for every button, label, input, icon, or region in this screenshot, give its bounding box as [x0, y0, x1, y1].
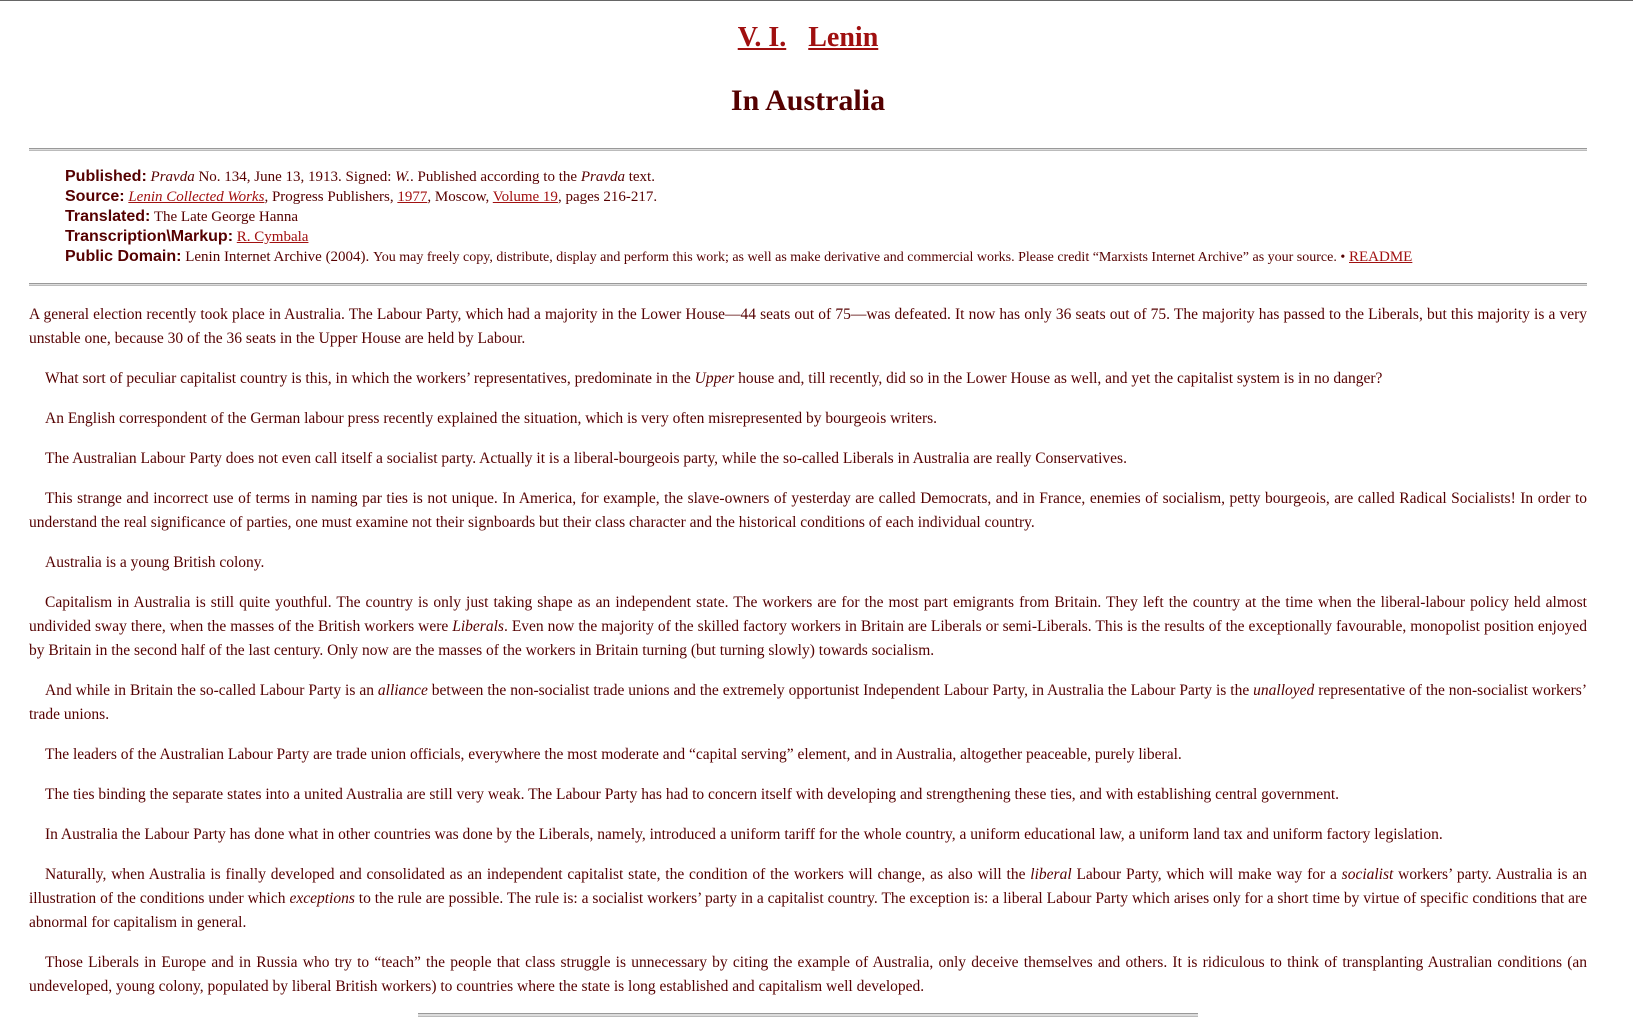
page-title: In Australia — [730, 84, 886, 117]
transcriber-link[interactable]: R. Cymbala — [236, 229, 309, 245]
public-domain-row — [65, 247, 1585, 268]
paragraph-6: Australia is a young British colony. — [45, 554, 265, 571]
paragraph-5: This strange and incorrect use of terms in naming par ties is not unique. In America, for example, the slave-owners of yesterday are called Democrats, and in France, enemies of socialism, petty bourgeois, are called Radical Socialists! In order to understand the real significance of parties, one must examine not their signboards but their class character and the historical conditions of each individual country. — [29, 490, 1587, 531]
paragraph-13: Those Liberals in Europe and in Russia who try to “teach” the people that class struggle is unnecessary by citing the example of Australia, only deceive themselves and others. It is ridiculous to think of transplanting Australian conditions (an undeveloped, young colony, populated by liberal British workers) to countries where the state is long established and capitalism well developed. — [29, 954, 1587, 995]
published-signed: W. — [395, 169, 410, 185]
paragraph-7: Capitalism in Australia is still quite youthful. The country is only just taking shape as an independent state. The workers are for the most part emigrants from Britain. They left the country at the time when the liberal-labour policy held almost undivided sway there, when the masses of the British workers were Liberals. Even now the majority of the skilled factory workers in Britain are Liberals or semi-Liberals. This is the results of the exceptionally favourable, monopolist position enjoyed by Britain in the second half of the last century. Only now are the masses of the workers in Britain turning (but turning slowly) towards socialism. — [29, 594, 1587, 659]
published-text3: text. — [624, 169, 655, 185]
top-border — [0, 0, 1633, 1]
paragraph-11: In Australia the Labour Party has done what in other countries was done by the Liberals, namely, introduced a uniform tariff for the whole country, a uniform educational law, a uniform land tax and uniform factory legislation. — [45, 826, 1443, 843]
paragraph-9: The leaders of the Australian Labour Party are trade union officials, everywhere the most moderate and “capital serving” element, and in Australia, altogether peaceable, purely liberal. — [45, 746, 1182, 763]
source-text1: , Progress Publishers, — [264, 189, 398, 205]
published-text1: No. 134, June 13, 1913. Signed: — [194, 169, 396, 185]
source-text3: , pages 216-217. — [557, 189, 658, 205]
transcription-row — [65, 227, 1585, 247]
paragraph-2: What sort of peculiar capitalist country is this, in which the workers’ representatives, predominate in the Upper house and, till recently, did so in the Lower House as well, and yet the capitalist system is in no danger? — [45, 370, 1383, 387]
paragraph-4: The Australian Labour Party does not even call itself a socialist party. Actually it is a liberal-bourgeois party, while the so-called Liberals in Australia are really Conservatives. — [45, 450, 1127, 467]
translated-label: Translated: — [65, 208, 151, 225]
published-text2: . Published according to the — [410, 169, 581, 185]
paragraph-12: Naturally, when Australia is finally developed and consolidated as an independent capitalist state, the condition of the workers will change, as also will the liberal Labour Party, which will make way for a socialist workers’ party. Australia is an illustration of the conditions under which exceptions to the rule are possible. The rule is: a socialist workers’ party in a capitalist country. The exception is: a liberal Labour Party which arises only for a short time by virtue of specific conditions that are abnormal for capitalism in general. — [29, 866, 1588, 931]
paragraph-8: And while in Britain the so-called Labour Party is an alliance between the non-socialist trade unions and the extremely opportunist Independent Labour Party, in Australia the Labour Party is the unalloyed representative of the non-socialist workers’ trade unions. — [29, 682, 1587, 723]
divider-bottom — [29, 283, 1587, 286]
transcription-label: Transcription\Markup: — [65, 228, 234, 245]
volume-link[interactable]: Volume 19 — [492, 189, 558, 205]
public-domain-text: Lenin Internet Archive (2004). — [185, 249, 370, 265]
published-pravda2: Pravda — [580, 169, 625, 185]
author-last-link[interactable]: Lenin — [808, 22, 879, 53]
license-text: You may freely copy, distribute, display and perform this work; as well as make derivative and commercial works. Please credit “Marxists Internet Archive” as your source. • — [373, 250, 1346, 265]
paragraph-10: The ties binding the separate states into a united Australia are still very weak. The Labour Party has had to concern itself with developing and strengthening these ties, and with establishing central government. — [45, 786, 1340, 803]
paragraph-3: An English correspondent of the German labour press recently explained the situation, which is very often misrepresented by bourgeois writers. — [45, 410, 938, 427]
readme-link[interactable]: README — [1349, 249, 1413, 265]
author-heading — [29, 19, 1587, 57]
divider-top — [29, 148, 1587, 151]
collected-works-link[interactable]: Lenin Collected Works — [128, 189, 265, 205]
divider-end — [418, 1013, 1198, 1017]
source-row — [65, 187, 1585, 207]
year-link[interactable]: 1977 — [397, 189, 428, 205]
source-label: Source: — [65, 188, 125, 205]
source-text2: , Moscow, — [427, 189, 493, 205]
paragraph-1: A general election recently took place in Australia. The Labour Party, which had a majority in the Lower House—44 seats out of 75—was defeated. It now has only 36 seats out of 75. The majority has passed to the Liberals, but this majority is a very unstable one, because 30 of the 36 seats in the Upper House are held by Labour. — [29, 306, 1587, 347]
article-body — [29, 303, 1587, 1015]
translated-row — [65, 207, 1585, 227]
published-row — [65, 167, 1585, 187]
author-first-link[interactable]: V. I. — [737, 22, 787, 53]
translated-text: The Late George Hanna — [153, 209, 299, 225]
published-label: Published: — [65, 168, 147, 185]
info-block — [65, 167, 1585, 268]
published-pravda: Pravda — [150, 169, 195, 185]
public-domain-label: Public Domain: — [65, 248, 182, 265]
